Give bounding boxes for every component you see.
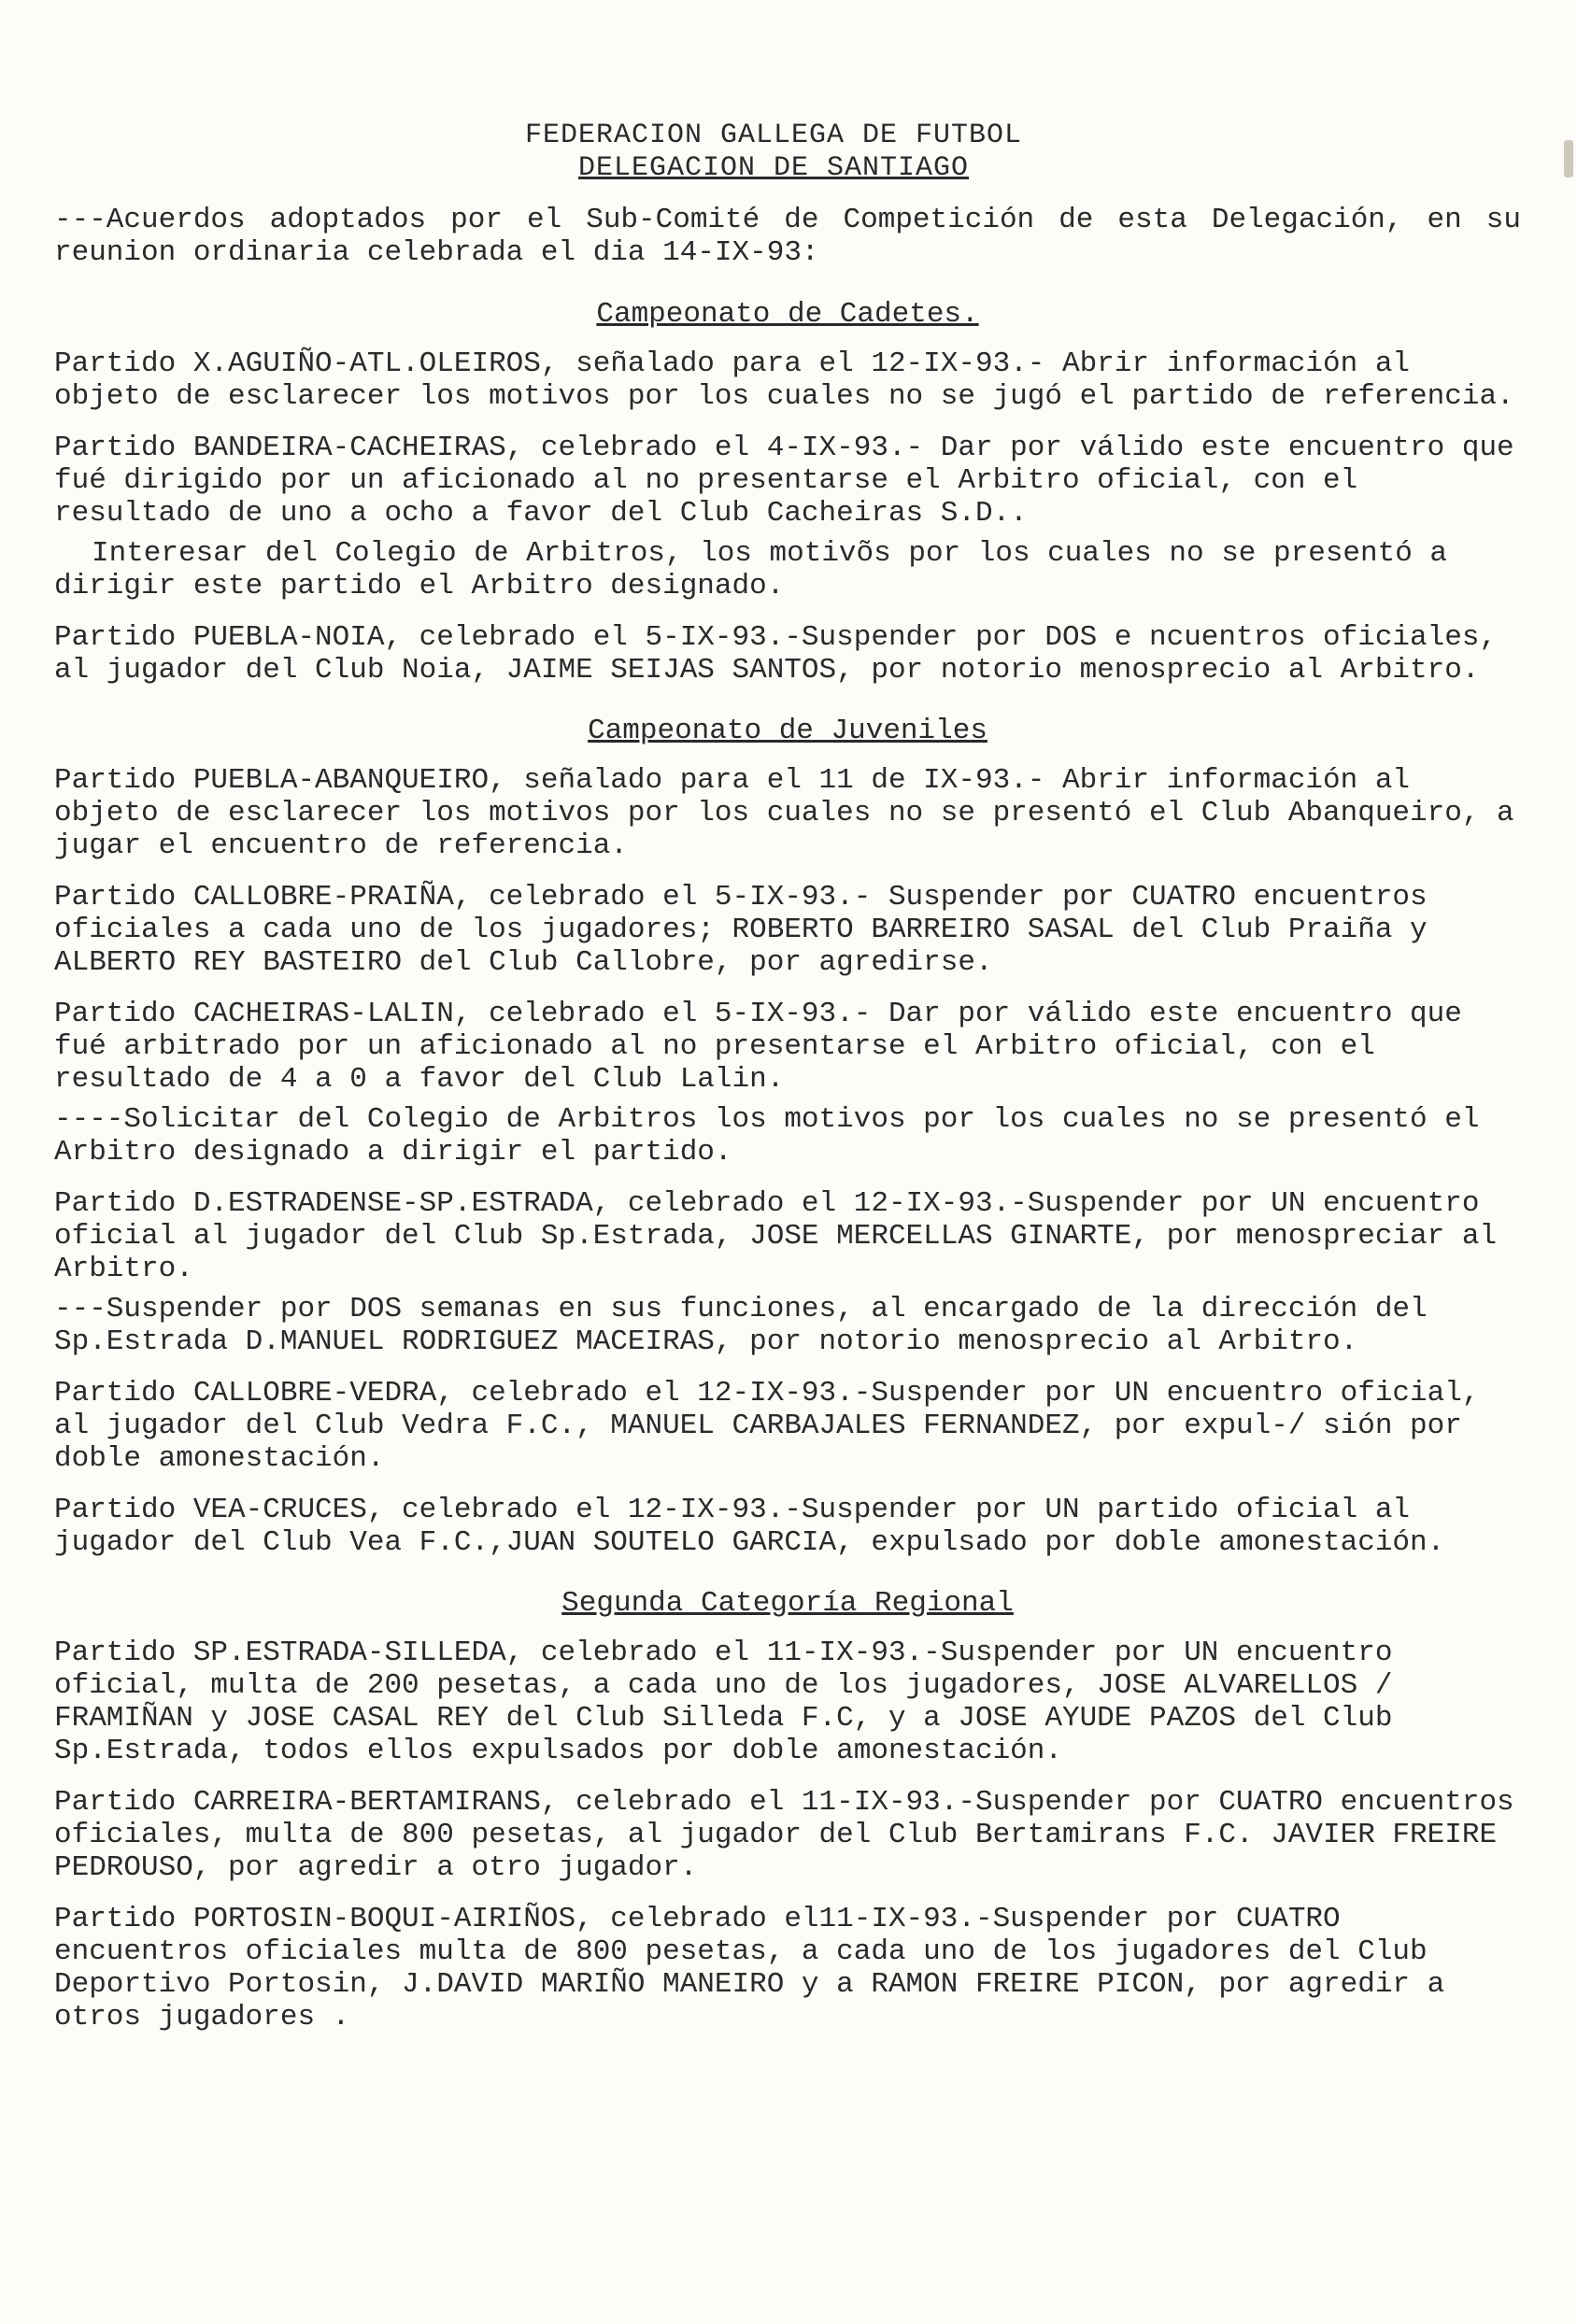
ruling-entry: Partido PORTOSIN-BOQUI-AIRIÑOS, celebrado el11-IX-93.-Suspender por CUATRO encuentros oficiales multa de 800 pesetas, a cada uno de los jugadores del Club Deportivo Portosin, J.DAVID MARIÑO MANEIRO y a RAMON FREIRE PICON, por agredir a otros jugadores .	[54, 1903, 1462, 2034]
ruling-entry: Partido SP.ESTRADA-SILLEDA, celebrado el 11-IX-93.-Suspender por UN encuentro oficial, multa de 200 pesetas, a cada uno de los jugadores, JOSE ALVARELLOS / FRAMIÑAN y JOSE CASAL REY del Club Silleda F.C, y a JOSE AYUDE PAZOS del Club Sp.Estrada, todos ellos expulsados por doble amonestación.	[54, 1637, 1411, 1767]
ruling-entry: Partido D.ESTRADENSE-SP.ESTRADA, celebrado el 12-IX-93.-Suspender por UN encuentro oficial al jugador del Club Sp.Estrada, JOSE MERCELLAS GINARTE, por menospreciar al Arbitro.	[54, 1187, 1514, 1285]
ruling-entry: Partido PUEBLA-NOIA, celebrado el 5-IX-93.-Suspender por DOS e ncuentros oficiales, al jugador del Club Noia, JAIME SEIJAS SANTOS, por notorio menosprecio al Arbitro.	[54, 621, 1514, 687]
scan-edge-mark	[1564, 140, 1573, 177]
delegation-name: DELEGACION DE SANTIAGO	[577, 152, 970, 184]
ruling-entry: Partido CALLOBRE-VEDRA, celebrado el 12-IX-93.-Suspender por UN encuentro oficial, al jugador del Club Vedra F.C., MANUEL CARBAJALES FERNANDEZ, por expul-/ sión por doble amonestación.	[54, 1377, 1498, 1475]
ruling-entry: Partido BANDEIRA-CACHEIRAS, celebrado el 4-IX-93.- Dar por válido este encuentro que fué dirigido por un aficionado al no presentarse el Arbitro oficial, con el resultado de uno a ocho a favor del Club Cacheiras S.D..	[54, 432, 1532, 530]
federation-name: FEDERACION GALLEGA DE FUTBOL	[524, 120, 1023, 151]
ruling-entry: Interesar del Colegio de Arbitros, los motivõs por los cuales no se presentó a dirigir este partido el Arbitro designado.	[54, 537, 1465, 602]
ruling-entry: Partido CARREIRA-BERTAMIRANS, celebrado el 11-IX-93.-Suspender por CUATRO encuentros oficiales, multa de 800 pesetas, al jugador del Club Bertamirans F.C. JAVIER FREIRE PEDROUSO, por agredir a otro jugador.	[54, 1786, 1532, 1884]
section-title-cadetes: Campeonato de Cadetes.	[596, 298, 979, 331]
ruling-entry: Partido VEA-CRUCES, celebrado el 12-IX-93.-Suspender por UN partido oficial al jugador del Club Vea F.C.,JUAN SOUTELO GARCIA, expulsado por doble amonestación.	[54, 1494, 1445, 1559]
ruling-entry: ----Solicitar del Colegio de Arbitros los motivos por los cuales no se presentó el Arbitro designado a dirigir el partido.	[54, 1103, 1498, 1169]
ruling-entry: Partido CACHEIRAS-LALIN, celebrado el 5-IX-93.- Dar por válido este encuentro que fué arbitrado por un aficionado al no presentarse el Arbitro oficial, con el resultado de 4 a 0 a favor del Club Lalin.	[54, 998, 1480, 1096]
section-title-juveniles: Campeonato de Juveniles	[588, 715, 987, 747]
intro-paragraph: ---Acuerdos adoptados por el Sub-Comité de Competición de esta Delegación, en su reunion ordinaria celebrada el dia 14-IX-93:	[54, 204, 1521, 269]
ruling-entry: ---Suspender por DOS semanas en sus funciones, al encargado de la dirección del Sp.Estrada D.MANUEL RODRIGUEZ MACEIRAS, por notorio menosprecio al Arbitro.	[54, 1293, 1445, 1358]
ruling-entry: Partido X.AGUIÑO-ATL.OLEIROS, señalado para el 12-IX-93.- Abrir información al objeto de esclarecer los motivos por los cuales no se jugó el partido de referencia.	[54, 347, 1514, 413]
section-title-segunda-regional: Segunda Categoría Regional	[561, 1587, 1014, 1620]
ruling-entry: Partido CALLOBRE-PRAIÑA, celebrado el 5-IX-93.- Suspender por CUATRO encuentros oficiales a cada uno de los jugadores; ROBERTO BARREIRO SASAL del Club Praiña y ALBERTO REY BASTEIRO del Club Callobre, por agredirse.	[54, 881, 1445, 979]
ruling-entry: Partido PUEBLA-ABANQUEIRO, señalado para el 11 de IX-93.- Abrir información al objeto de esclarecer los motivos por los cuales no se presentó el Club Abanqueiro, a jugar el encuentro de referencia.	[54, 764, 1532, 862]
letterhead	[447, 120, 1101, 185]
